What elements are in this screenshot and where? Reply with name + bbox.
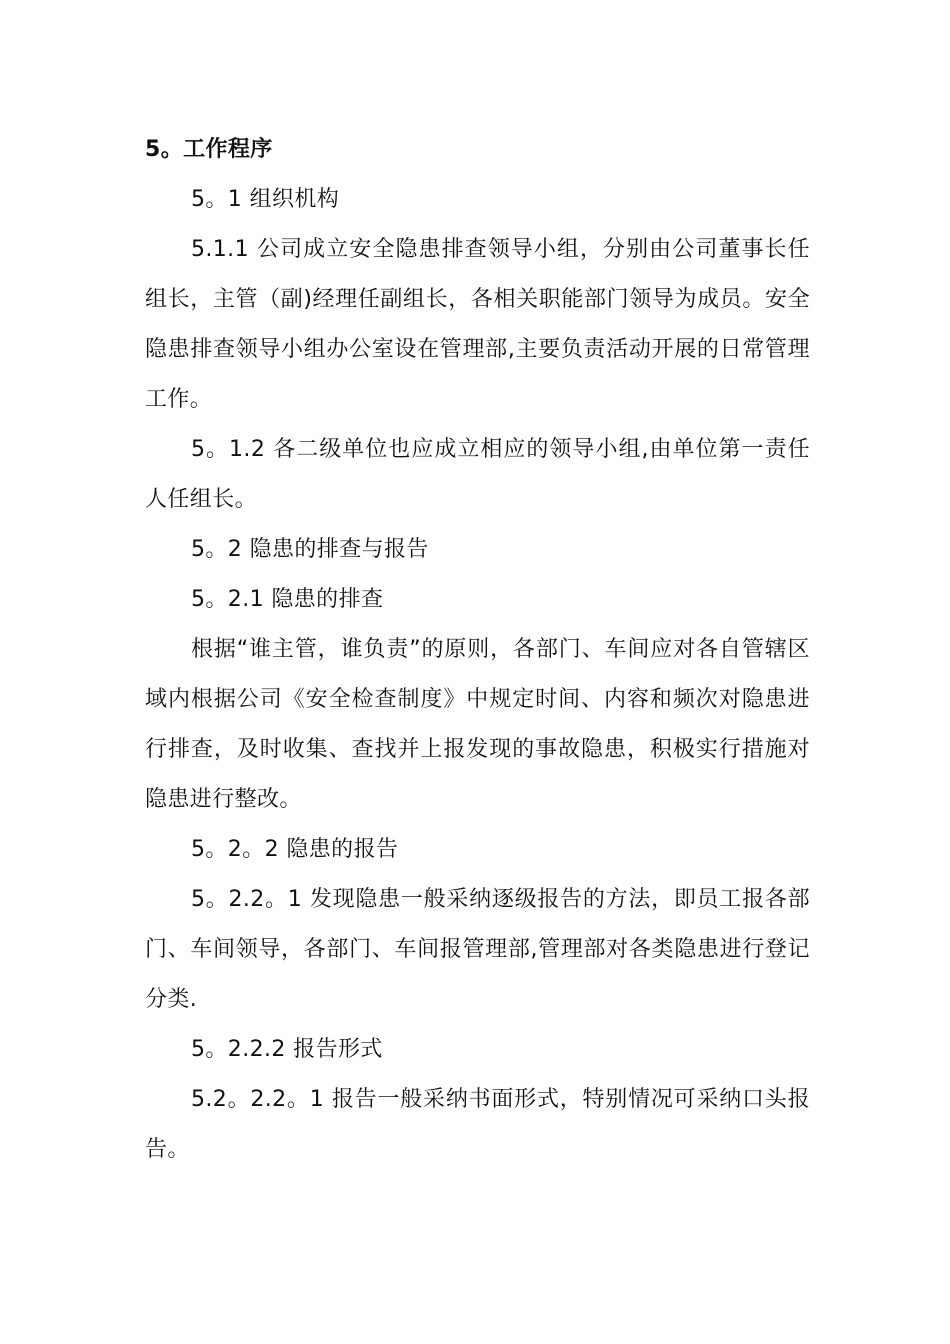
subsection-title-5-1: 5。1 组织机构 <box>191 187 340 212</box>
subsection-title-5-2-2: 5。2。2 隐患的报告 <box>191 837 399 862</box>
section-heading: 5。工作程序 <box>145 137 273 162</box>
subsection-title-5-2-1: 5。2.1 隐患的排查 <box>191 587 384 612</box>
subsection-title-5-2: 5。2 隐患的排查与报告 <box>191 537 429 562</box>
paragraph-5-1-1: 5.1.1 公司成立安全隐患排查领导小组，分别由公司董事长任组长，主管（副)经理任副组长，各相关职能部门领导为成员。安全隐患排查领导小组办公室设在管理部,主要负责活动开展的日常管理工作。 <box>145 237 810 412</box>
paragraph-inspection-principle: 根据“谁主管，谁负责”的原则，各部门、车间应对各自管辖区域内根据公司《安全检查制度》中规定时间、内容和频次对隐患进行排查，及时收集、查找并上报发现的事故隐患，积极实行措施对隐患进行整改。 <box>145 637 810 812</box>
subsection-title-5-2-2-2: 5。2.2.2 报告形式 <box>191 1037 383 1062</box>
paragraph-5-2-2-1: 5。2.2。1 发现隐患一般采纳逐级报告的方法，即员工报各部门、车间领导，各部门、车间报管理部,管理部对各类隐患进行登记分类. <box>145 887 810 1012</box>
paragraph-5-2-2-2-1: 5.2。2.2。1 报告一般采纳书面形式，特别情况可采纳口头报告。 <box>145 1087 810 1162</box>
paragraph-5-1-2: 5。1.2 各二级单位也应成立相应的领导小组,由单位第一责任人任组长。 <box>145 437 810 512</box>
document-body <box>145 125 810 1175</box>
